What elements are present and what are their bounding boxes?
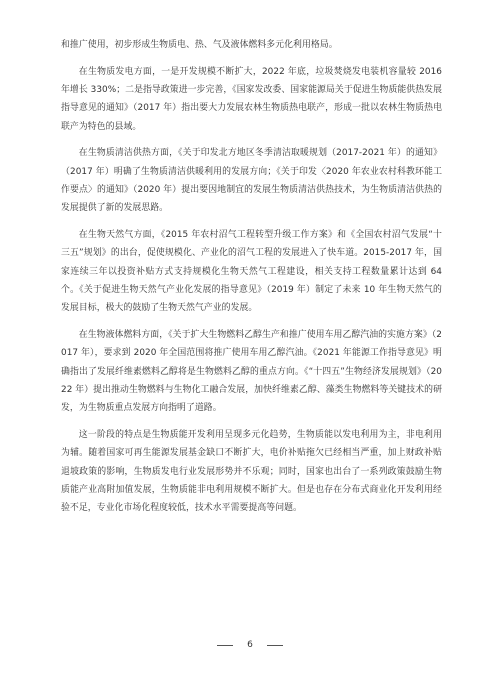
page-footer	[0, 638, 500, 652]
paragraph-clean-heating: 在生物质清洁供热方面，《关于印发北方地区冬季清洁取暖规划（2017-2021 年）的通知》（2017 年）明确了生物质清洁供暖利用的发展方向；《关于印发〈2020 年农业农村科教环能工作要点〉的通知》（2020 年）提出要因地制宜的发展生物质清洁供热技术，为生物质清洁供热的发展提供了新的发展思路。	[61, 148, 442, 214]
footer-left-rule	[217, 645, 233, 646]
paragraph-biomass-power: 在生物质发电方面，一是开发规模不断扩大，2022 年底，垃圾焚烧发电装机容量较 2016 年增长 330%；二是指导政策进一步完善，《国家发改委、国家能源局关于促进生物质能供热发展指导意见的通知》（2017 年）指出要大力发展农林生物质热电联产，形成一批以农林生物质热电联产为特色的县域。	[61, 66, 442, 132]
paragraph-stage-summary: 这一阶段的特点是生物质能开发利用呈现多元化趋势，生物质能以发电利用为主，非电利用为辅。随着国家可再生能源发展基金缺口不断扩大，电价补贴拖欠已经相当严重，加上财政补贴退坡政策的影响，生物质发电行业发展形势并不乐观；同时，国家也出台了一系列政策鼓励生物质能产业高附加值发展，生物质能非电利用规模不断扩大。但是也存在分布式商业化开发利用经验不足，专业化市场化程度较低，技术水平需要提高等问题。	[61, 430, 442, 514]
paragraph-liquid-fuel: 在生物液体燃料方面，《关于扩大生物燃料乙醇生产和推广使用车用乙醇汽油的实施方案》（2017 年），要求到 2020 年全国范围将推广使用车用乙醇汽油。《2021 年能源工作指导意见》明确指出了发展纤维素燃料乙醇将是生物燃料乙醇的重点方向。《“十四五”生物经济发展规划》（2022 年）提出推动生物燃料与生物化工融合发展，加快纤维素乙醇、藻类生物燃料等关键技术的研发，为生物质重点发展方向指明了道路。	[61, 330, 442, 414]
paragraph-continuation: 和推广使用，初步形成生物质电、热、气及液体燃料多元化利用格局。	[61, 40, 338, 50]
paragraph-biogas: 在生物天然气方面，《2015 年农村沼气工程转型升级工作方案》和《全国农村沼气发展“十三五”规划》的出台，促使规模化、产业化的沼气工程的发展进入了快车道。2015-2017 年，国家连续三年以投资补贴方式支持规模化生物天然气工程建设，相关支持工程数量累计达到 64 个。《关于促进生物天然气产业化发展的指导意见》（2019 年）制定了未来 10 年生物天然气的发展目标，极大的鼓励了生物天然气产业的发展。	[61, 230, 442, 314]
page-number: 6	[247, 640, 253, 650]
document-body	[61, 36, 442, 526]
footer-right-rule	[267, 645, 283, 646]
